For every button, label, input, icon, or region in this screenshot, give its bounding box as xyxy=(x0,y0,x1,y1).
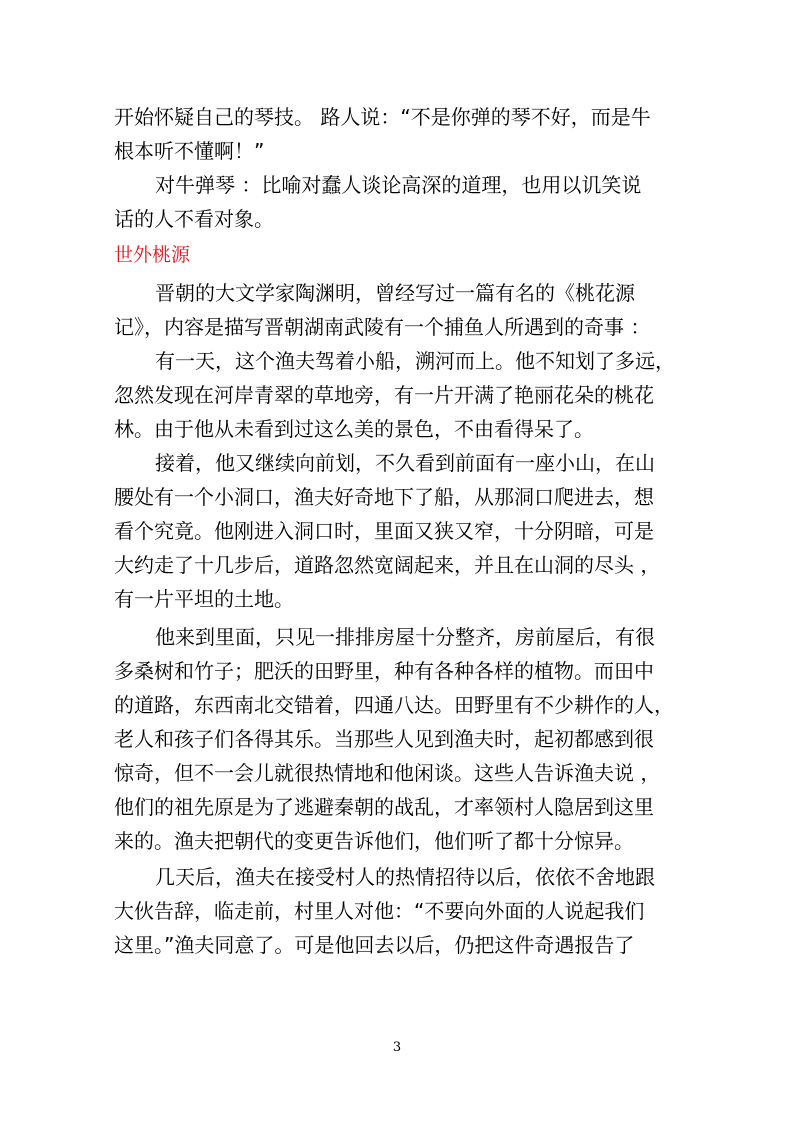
paragraph-first-line: 几天后，渔夫在接受村人的热情招待以后，依依不舍地跟 xyxy=(155,865,655,889)
text-line: 开始怀疑自己的琴技。 路人说：“不是你弹的琴不好，而是牛 xyxy=(114,105,651,129)
paragraph-first-line: 他来到里面，只见一排排房屋十分整齐，房前屋后，有很 xyxy=(155,625,655,649)
text-line: 看个究竟。他刚进入洞口时，里面又狭又窄，十分阴暗，可是 xyxy=(114,519,654,543)
paragraph-first-line: 有一天，这个渔夫驾着小船，溯河而上。他不知划了多远， xyxy=(155,349,675,373)
paragraph-first-line: 晋朝的大文学家陶渊明，曾经写过一篇有名的《桃花源 xyxy=(155,281,635,305)
text-line: 的道路，东西南北交错着，四通八达。田野里有不少耕作的人， xyxy=(114,693,674,717)
text-line: 话的人不看对象。 xyxy=(114,207,274,231)
page-number: 3 xyxy=(392,1040,402,1055)
text-line: 大伙告辞，临走前，村里人对他：“不要向外面的人说起我们 xyxy=(114,899,645,923)
text-line: 忽然发现在河岸青翠的草地旁，有一片开满了艳丽花朵的桃花 xyxy=(114,383,654,407)
text-line: 多桑树和竹子；肥沃的田野里，种有各种各样的植物。而田中 xyxy=(114,659,654,683)
text-line: 来的。渔夫把朝代的变更告诉他们，他们听了都十分惊异。 xyxy=(114,829,634,853)
text-line: 有一片平坦的土地。 xyxy=(114,587,294,611)
text-line: 这里。”渔夫同意了。可是他回去以后，仍把这件奇遇报告了 xyxy=(114,933,635,957)
text-line: 记》，内容是描写晋朝湖南武陵有一个捕鱼人所遇到的奇事 ： xyxy=(114,315,651,339)
text-line: 老人和孩子们各得其乐。当那些人见到渔夫时，起初都感到很 xyxy=(114,727,654,751)
text-line: 惊奇，但不一会儿就很热情地和他闲谈。这些人告诉渔夫说 ， xyxy=(114,761,661,785)
text-line: 大约走了十几步后，道路忽然宽阔起来，并且在山洞的尽头 ， xyxy=(114,553,661,577)
paragraph-first-line: 接着，他又继续向前划，不久看到前面有一座小山，在山 xyxy=(155,451,655,475)
text-line: 根本听不懂啊！” xyxy=(114,139,265,163)
section-heading: 世外桃源 xyxy=(114,244,191,266)
text-line: 他们的祖先原是为了逃避秦朝的战乱，才率领村人隐居到这里 xyxy=(114,795,654,819)
idiom-definition-line: 对牛弹琴 ：比喻对蠢人谈论高深的道理，也用以讥笑说 xyxy=(155,173,642,197)
text-line: 林。由于他从未看到过这么美的景色，不由看得呆了。 xyxy=(114,417,594,441)
text-line: 腰处有一个小洞口，渔夫好奇地下了船，从那洞口爬进去，想 xyxy=(114,485,654,509)
